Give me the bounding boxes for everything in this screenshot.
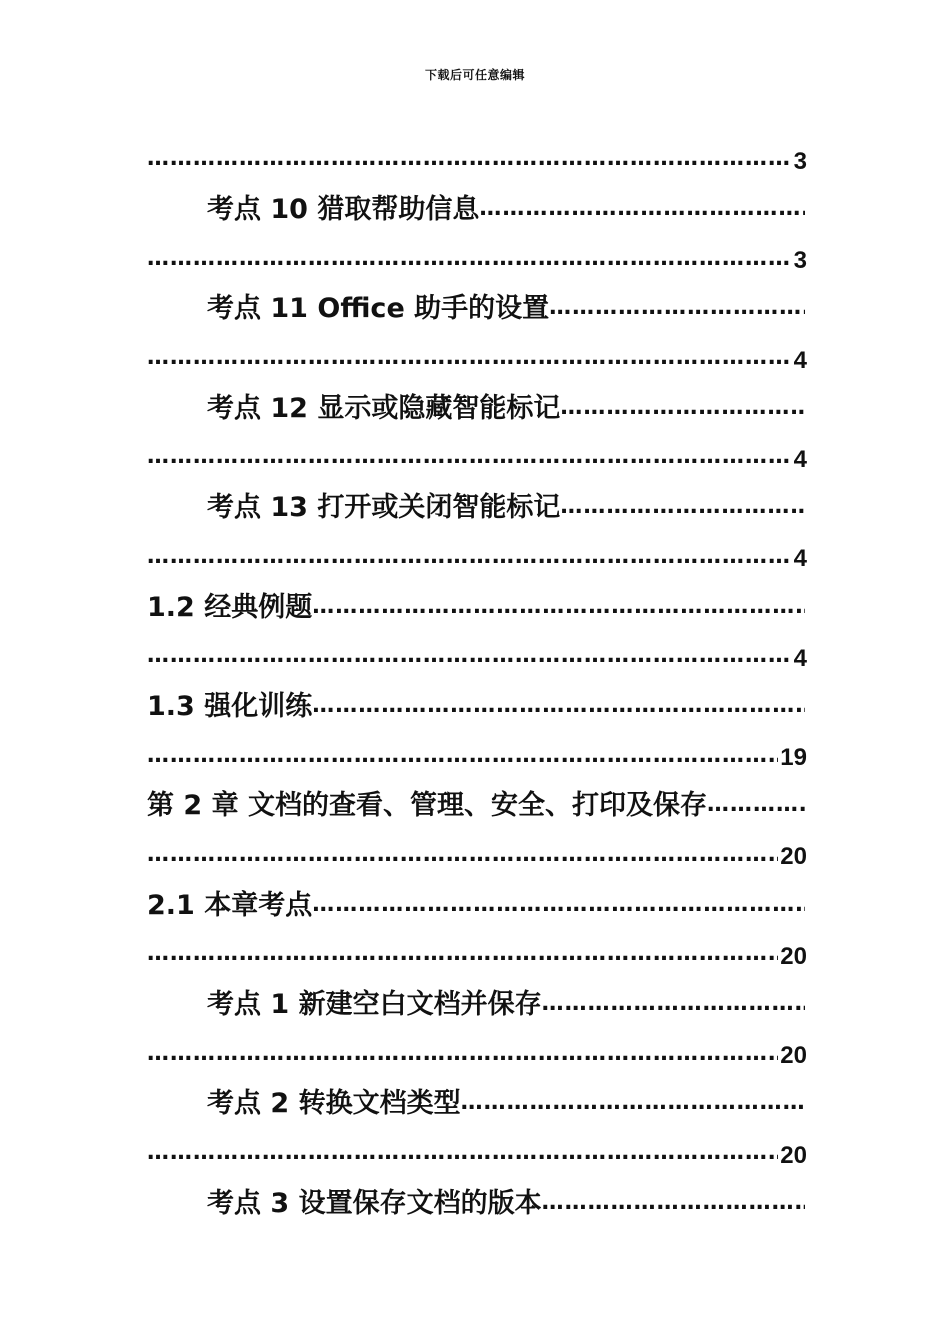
toc-line	[147, 231, 807, 281]
toc-entry-title: 2.1 本章考点	[147, 889, 313, 921]
toc-line	[147, 877, 807, 927]
toc-leader-dots	[147, 540, 792, 569]
toc-line	[147, 182, 807, 232]
toc-leader-dots	[147, 1037, 778, 1066]
toc-entry-title: 考点 13 打开或关闭智能标记	[207, 492, 561, 524]
toc-page-number: 4	[793, 644, 807, 672]
toc-page-number	[805, 798, 807, 808]
toc-page-number: 20	[780, 1141, 807, 1169]
toc-line	[147, 132, 807, 182]
toc-page-number: 4	[793, 445, 807, 473]
toc-leader-dots	[560, 490, 805, 519]
toc-line	[147, 430, 807, 480]
toc-page-number	[805, 1195, 807, 1205]
toc-line	[147, 1175, 807, 1225]
toc-line	[147, 927, 807, 977]
toc-page-number: 19	[780, 744, 807, 772]
toc-page-number: 20	[780, 843, 807, 871]
page-header: 下载后可任意编辑	[424, 68, 525, 82]
toc-leader-dots	[312, 888, 805, 917]
toc-page-number: 4	[793, 346, 807, 374]
toc-leader-dots	[147, 739, 778, 768]
toc-page-number	[805, 599, 807, 609]
toc-page-number	[805, 400, 807, 410]
toc-line	[147, 1026, 807, 1076]
toc-entry-title: 考点 11 Office 助手的设置	[207, 293, 550, 325]
toc-entry-title: 考点 10 猎取帮助信息	[207, 194, 480, 226]
toc-entry-title: 1.2 经典例题	[147, 591, 313, 623]
toc-leader-dots	[707, 788, 805, 817]
toc-entry-title: 考点 2 转换文档类型	[207, 1088, 461, 1120]
toc-leader-dots	[147, 937, 778, 966]
toc-leader-dots	[147, 142, 792, 171]
toc-line	[147, 1126, 807, 1176]
toc-line	[147, 530, 807, 580]
toc-line	[147, 480, 807, 530]
toc-line	[147, 579, 807, 629]
toc-line	[147, 380, 807, 430]
toc-leader-dots	[147, 242, 792, 271]
toc-page-number	[805, 698, 807, 708]
toc-entry-title: 1.3 强化训练	[147, 690, 313, 722]
toc-entry-title: 第 2 章 文档的查看、管理、安全、打印及保存	[147, 790, 707, 822]
toc-line	[147, 977, 807, 1027]
toc-line	[147, 679, 807, 729]
toc-leader-dots	[312, 689, 805, 718]
toc-line	[147, 1076, 807, 1126]
toc-page-number	[805, 997, 807, 1007]
toc-leader-dots	[560, 391, 805, 420]
toc-page-number	[805, 500, 807, 510]
toc-entry-title: 考点 3 设置保存文档的版本	[207, 1187, 542, 1219]
toc-leader-dots	[147, 440, 792, 469]
table-of-contents	[147, 132, 807, 1225]
toc-entry-title: 考点 1 新建空白文档并保存	[207, 989, 542, 1021]
toc-page-number: 20	[780, 1042, 807, 1070]
toc-entry-title: 考点 12 显示或隐藏智能标记	[207, 392, 561, 424]
toc-leader-dots	[147, 1136, 778, 1165]
toc-page-number: 4	[793, 545, 807, 573]
toc-leader-dots	[461, 1086, 805, 1115]
toc-line	[147, 629, 807, 679]
toc-line	[147, 778, 807, 828]
toc-page-number	[805, 301, 807, 311]
toc-leader-dots	[542, 987, 805, 1016]
toc-page-number	[805, 202, 807, 212]
toc-leader-dots	[147, 639, 792, 668]
toc-line	[147, 728, 807, 778]
toc-leader-dots	[312, 590, 805, 619]
toc-leader-dots	[542, 1186, 805, 1215]
toc-leader-dots	[147, 838, 778, 867]
toc-line	[147, 281, 807, 331]
toc-page-number: 3	[793, 247, 807, 275]
toc-line	[147, 828, 807, 878]
toc-line	[147, 331, 807, 381]
toc-leader-dots	[549, 291, 805, 320]
toc-page-number: 20	[780, 942, 807, 970]
toc-leader-dots	[147, 341, 792, 370]
toc-page-number	[805, 897, 807, 907]
toc-page-number: 3	[793, 147, 807, 175]
toc-page-number	[805, 1096, 807, 1106]
toc-leader-dots	[479, 192, 805, 221]
